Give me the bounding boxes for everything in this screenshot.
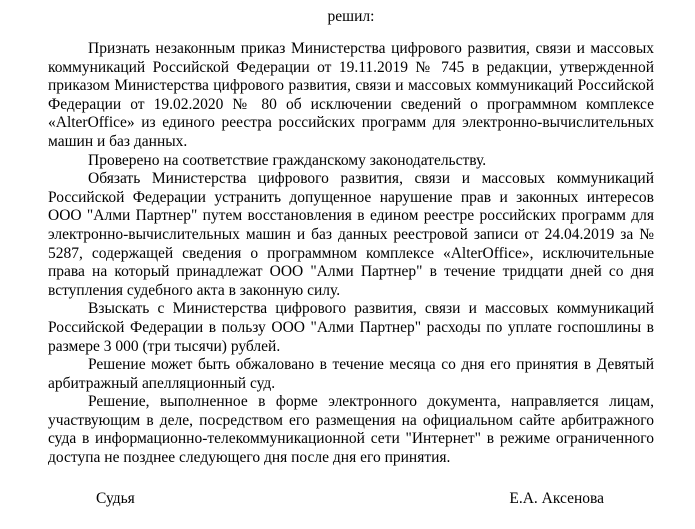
paragraph-checked: Проверено на соответствие гражданскому законодательству. — [88, 151, 487, 169]
judge-name: Е.А. Аксенова — [509, 490, 604, 507]
paragraph-appeal: Решение может быть обжаловано в течение месяца со дня его принятия в Девятый арбитражный апелляционный суд. — [48, 356, 654, 392]
paragraph-declare-unlawful: Признать незаконным приказ Министерства цифрового развития, связи и массовых коммуникаций Российской Федерации от 19.11.2019 № 745 в редакции, утвержденной приказом Министерства цифрового развития, связи и массовых коммуникаций Российской Федерации от 19.02.2020 № 80 об исключении сведений о программном комплексе «AlterOffice» из единого реестра российских программ для электронно-вычислительных машин и баз данных. — [48, 40, 654, 150]
paragraph-obligate: Обязать Министерства цифрового развития, связи и массовых коммуникаций Российской Федерации устранить допущенное нарушение прав и законных интересов ООО "Алми Партнер" путем восстановления в едином реестре российских программ для электронно-вычислительных машин и баз данных реестровой записи от 24.04.2019 за № 5287, содержащей сведения о программном комплексе «AlterOffice», исключительные права на который принадлежат ООО "Алми Партнер" в течение тридцати дней со дня вступления судебного акта в законную силу. — [48, 170, 654, 299]
document-page — [48, 0, 654, 507]
paragraph-recover-fees: Взыскать с Министерства цифрового развития, связи и массовых коммуникаций Российской Федерации в пользу ООО "Алми Партнер" расходы по уплате госпошлины в размере 3 000 (три тысячи) рублей. — [48, 300, 654, 355]
judge-role: Судья — [96, 490, 135, 507]
paragraph-electronic-delivery: Решение, выполненное в форме электронного документа, направляется лицам, участвующим в деле, посредством его размещения на официальном сайте арбитражного суда в информационно-телекоммуникационной сети "Интернет" в режиме ограниченного доступа не позднее следующего дня после дня его принятия. — [48, 393, 654, 467]
decision-heading: решил: — [327, 8, 375, 25]
